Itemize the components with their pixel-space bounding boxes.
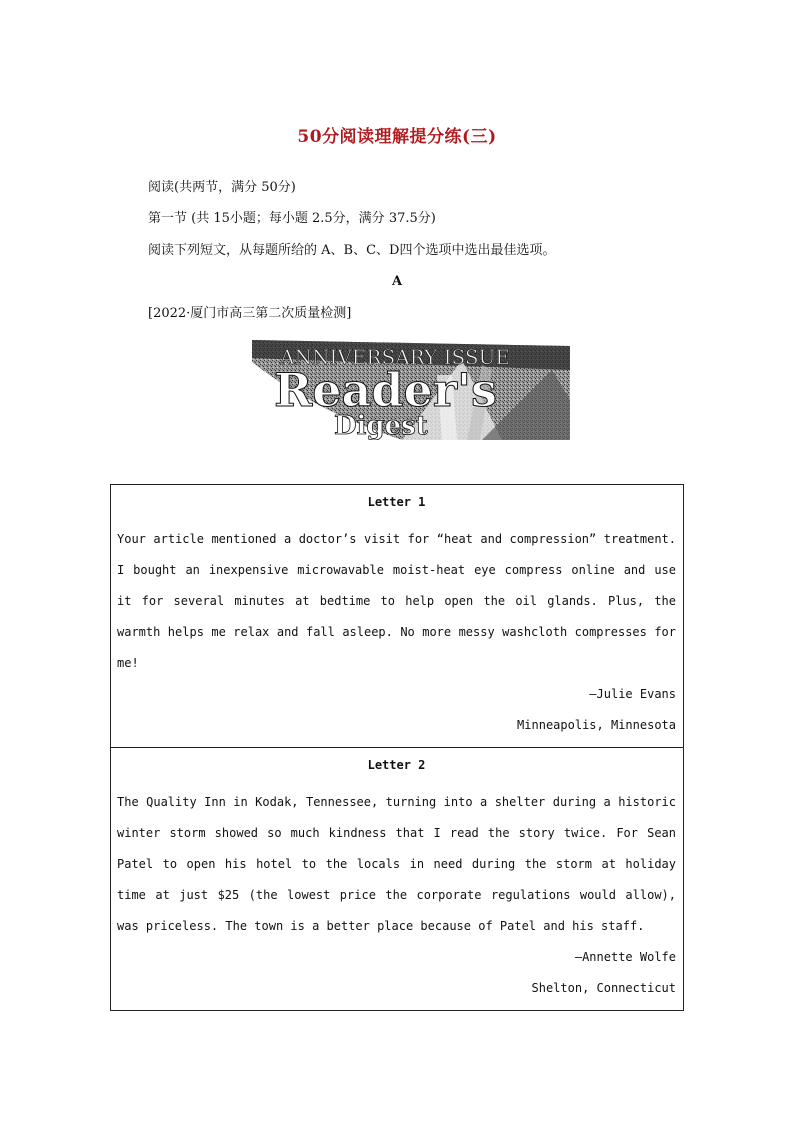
letter-1-box — [111, 485, 683, 747]
logo-main-text: Reader's — [274, 363, 497, 417]
section-label: A — [391, 274, 403, 289]
letter-2-body: The Quality Inn in Kodak, Tennessee, turning into a shelter during a historic winter storm showed so much kindness that I read the story twice. For Sean Patel to open his hotel to the locals in need during the storm at holiday time at just $25 (the lowest price the corporate regulations would allow), was priceless. The town is a better place because of Patel and his staff. — [117, 795, 676, 933]
letter-2-box — [111, 747, 683, 1010]
letter-1-location: Minneapolis, Minnesota — [517, 718, 676, 732]
letters-table — [110, 484, 684, 1011]
letter-1-heading: Letter 1 — [367, 495, 426, 509]
source-line: [2022·厦门市高三第二次质量检测] — [148, 306, 352, 321]
readers-digest-logo-image — [252, 340, 570, 440]
intro-line-3: 阅读下列短文，从每题所给的 A、B、C、D四个选项中选出最佳选项。 — [148, 243, 556, 258]
page-title: 50分阅读理解提分练(三) — [297, 127, 497, 147]
letter-2-author: —Annette Wolfe — [574, 950, 676, 964]
logo-top-text: ANNIVERSARY ISSUE — [280, 345, 510, 369]
logo-sub-text: Digest — [334, 411, 428, 440]
letter-2-heading: Letter 2 — [367, 758, 426, 772]
intro-line-2: 第一节 (共 15小题；每小题 2.5分，满分 37.5分) — [148, 211, 436, 226]
intro-line-1: 阅读(共两节，满分 50分) — [148, 180, 296, 195]
letter-2-location: Shelton, Connecticut — [531, 981, 676, 995]
letter-1-author: —Julie Evans — [589, 687, 676, 701]
letter-1-body: Your article mentioned a doctor’s visit for “heat and compression” treatment. I bought an inexpensive microwavable moist-heat eye compress online and use it for several minutes at bedtime to help open the oil glands. Plus, the warmth helps me relax and fall asleep. No more messy washcloth compresses for me! — [117, 532, 676, 670]
